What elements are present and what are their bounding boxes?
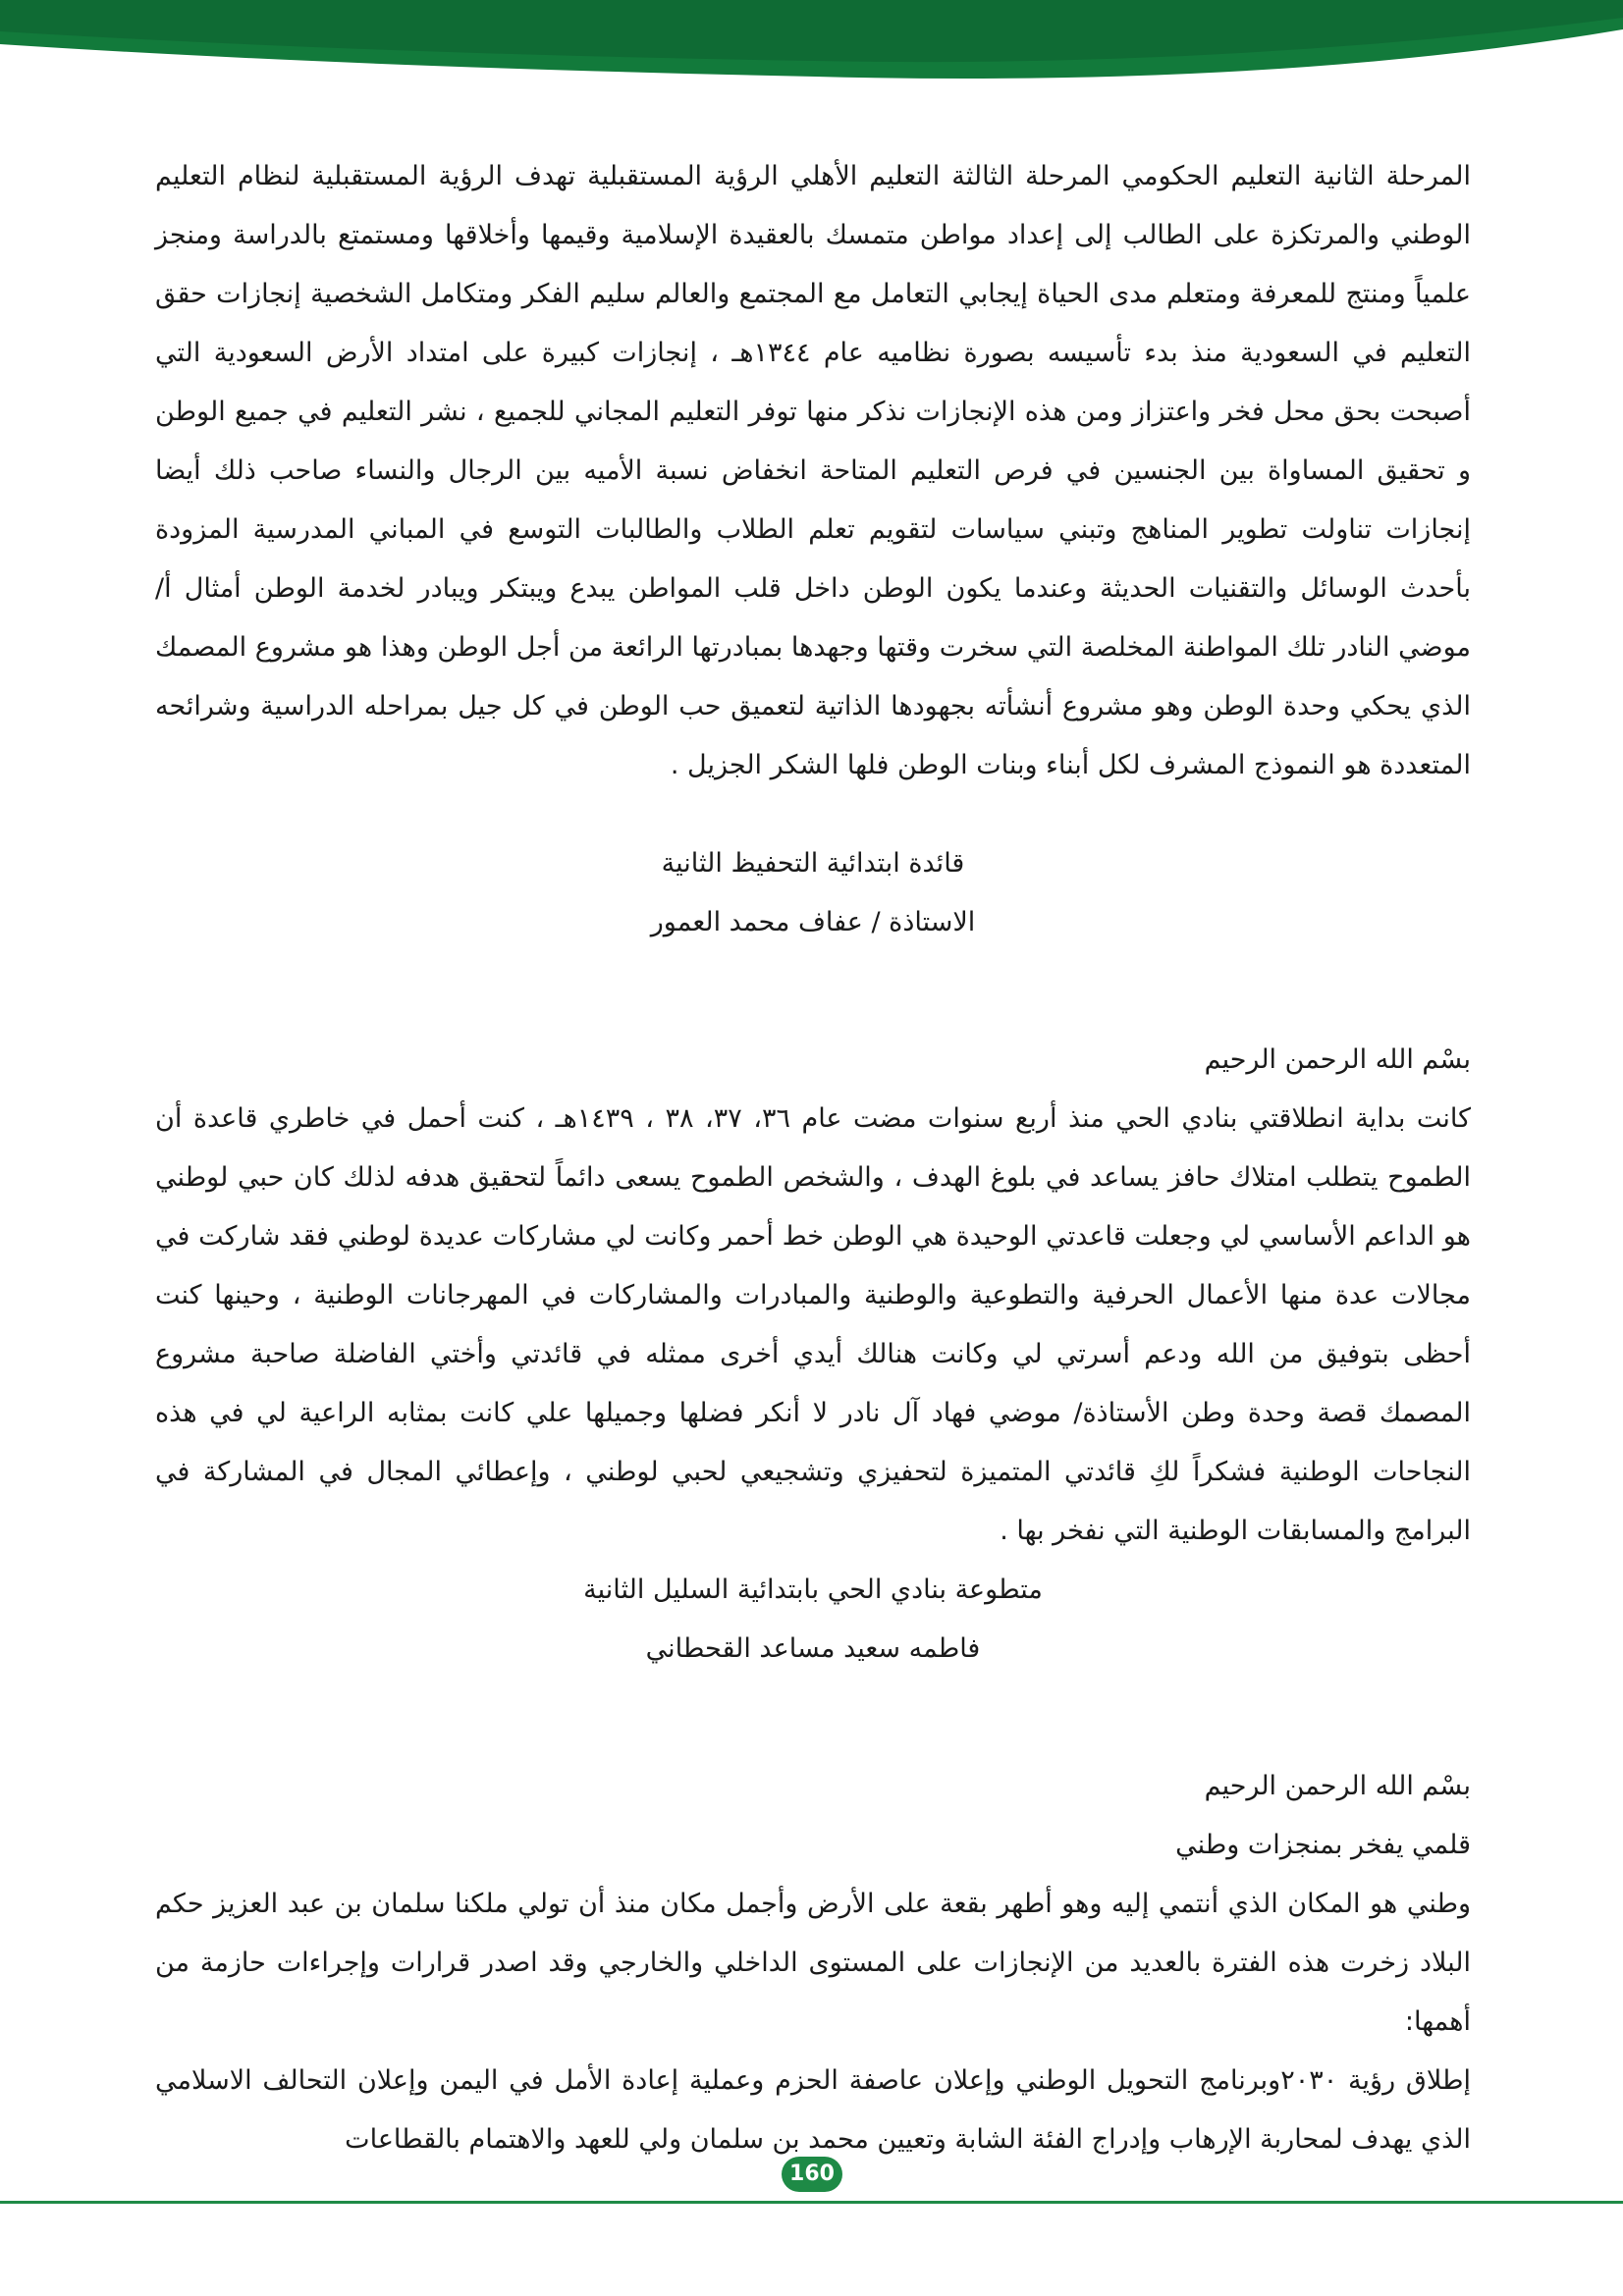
section3-basmala: بسْم الله الرحمن الرحيم <box>1204 1771 1471 1801</box>
page-number-badge: 160 <box>782 2157 842 2192</box>
section1-signature-title: قائدة ابتدائية التحفيظ الثانية <box>661 848 965 879</box>
section3-subtitle: قلمي يفخر بمنجزات وطني <box>1175 1830 1471 1860</box>
footer-divider <box>0 2201 1623 2204</box>
section2-signature-title: متطوعة بنادي الحي بابتدائية السليل الثانية <box>583 1575 1043 1605</box>
section3-paragraph-2: إطلاق رؤية ٢٠٣٠وبرنامج التحويل الوطني وإعلان عاصفة الحزم وعملية إعادة الأمل في اليمن وإعلان التحالف الاسلامي الذي يهدف لمحاربة الإرهاب وإدراج الفئة الشابة وتعيين محمد بن سلمان ولي للعهد والاهتمام بالقطاعات <box>155 2065 1471 2155</box>
section2-basmala: بسْم الله الرحمن الرحيم <box>1204 1044 1471 1075</box>
section3-paragraph-1: وطني هو المكان الذي أنتمي إليه وهو أطهر بقعة على الأرض وأجمل مكان منذ أن تولي ملكنا سلمان بن عبد العزيز حكم البلاد زخرت هذه الفترة بالعديد من الإنجازات على المستوى الداخلي والخارجي وقد اصدر قرارات وإجراءات حازمة من أهمها: <box>155 1889 1471 2037</box>
section1-signature-name: الاستاذة / عفاف محمد العمور <box>650 907 976 937</box>
top-banner-decoration <box>0 0 1623 88</box>
page-content <box>155 147 1471 2169</box>
section2-signature-name: فاطمه سعيد مساعد القحطاني <box>645 1633 981 1664</box>
section1-paragraph: المرحلة الثانية التعليم الحكومي المرحلة الثالثة التعليم الأهلي الرؤية المستقبلية تهدف الرؤية المستقبلية لنظام التعليم الوطني والمرتكزة على الطالب إلى إعداد مواطن متمسك بالعقيدة الإسلامية وقيمها وأخلاقها ومستمتع بالدراسة ومنجز علمياً ومنتج للمعرفة ومتعلم مدى الحياة إيجابي التعامل مع المجتمع والعالم سليم الفكر ومتكامل الشخصية إنجازات حقق التعليم في السعودية منذ بدء تأسيسه بصورة نظاميه عام ١٣٤٤هـ ، إنجازات كبيرة على امتداد الأرض السعودية التي أصبحت بحق محل فخر واعتزاز ومن هذه الإنجازات نذكر منها توفر التعليم المجاني للجميع ، نشر التعليم في جميع الوطن و تحقيق المساواة بين الجنسين في فرص التعليم المتاحة انخفاض نسبة الأميه بين الرجال والنساء صاحب ذلك أيضا إنجازات تناولت تطوير المناهج وتبني سياسات لتقويم تعلم الطلاب والطالبات التوسع في المباني المدرسية المزودة بأحدث الوسائل والتقنيات الحديثة وعندما يكون الوطن داخل قلب المواطن يبدع ويبتكر ويبادر لخدمة الوطن أمثال أ/ موضي النادر تلك المواطنة المخلصة التي سخرت وقتها وجهدها بمبادرتها الرائعة من أجل الوطن وهذا هو مشروع المصمك الذي يحكي وحدة الوطن وهو مشروع أنشأته بجهودها الذاتية لتعميق حب الوطن في كل جيل بمراحله الدراسية وشرائحه المتعددة هو النموذج المشرف لكل أبناء وبنات الوطن فلها الشكر الجزيل . <box>155 161 1471 780</box>
section2-paragraph: كانت بداية انطلاقتي بنادي الحي منذ أربع سنوات مضت عام ٣٦، ٣٧، ٣٨ ، ١٤٣٩هـ ، كنت أحمل في خاطري قاعدة أن الطموح يتطلب امتلاك حافز يساعد في بلوغ الهدف ، والشخص الطموح يسعى دائماً لتحقيق هدفه لذلك كان حبي لوطني هو الداعم الأساسي لي وجعلت قاعدتي الوحيدة هي الوطن خط أحمر وكانت لي مشاركات عديدة لوطني فقد شاركت في مجالات عدة منها الأعمال الحرفية والتطوعية والوطنية والمبادرات والمشاركات في المهرجانات الوطنية ، وحينها كنت أحظى بتوفيق من الله ودعم أسرتي لي وكانت هنالك أيدي أخرى ممثله في قائدتي وأختي الفاضلة صاحبة مشروع المصمك قصة وحدة وطن الأستاذة/ موضي فهاد آل نادر لا أنكر فضلها وجميلها علي كانت بمثابه الراعية لي في هذه النجاحات الوطنية فشكراً لكِ قائدتي المتميزة لتحفيزي وتشجيعي لحبي لوطني ، وإعطائي المجال في المشاركة في البرامج والمسابقات الوطنية التي نفخر بها . <box>155 1103 1472 1546</box>
